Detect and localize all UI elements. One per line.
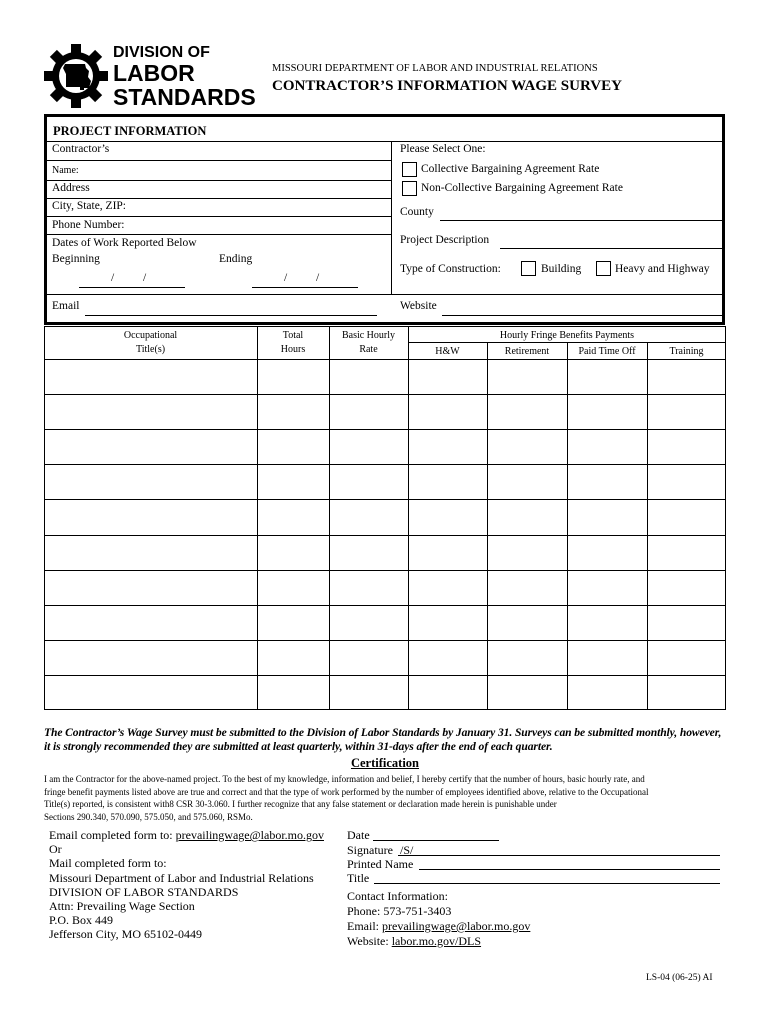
building-label: Building — [541, 263, 582, 275]
table-cell-pto[interactable] — [567, 606, 647, 640]
cba-checkbox[interactable] — [402, 162, 417, 177]
table-cell-hours[interactable] — [257, 430, 329, 464]
name-field[interactable] — [92, 162, 386, 180]
table-cell-hw[interactable] — [408, 465, 487, 499]
contact-email-link[interactable]: prevailingwage@labor.mo.gov — [382, 919, 531, 933]
table-row — [44, 464, 726, 499]
table-cell-rate[interactable] — [329, 536, 408, 570]
table-cell-rate[interactable] — [329, 500, 408, 534]
table-row — [44, 570, 726, 605]
col-hours-header: Total Hours — [280, 330, 306, 355]
logo-line-1: DIVISION OF — [113, 44, 210, 61]
table-row — [44, 429, 726, 464]
table-cell-title[interactable] — [44, 465, 257, 499]
phone-label: Phone Number: — [52, 219, 125, 231]
table-cell-retirement[interactable] — [487, 500, 567, 534]
table-cell-pto[interactable] — [567, 500, 647, 534]
col-rate-header: Basic Hourly Rate — [341, 330, 396, 355]
table-row — [44, 499, 726, 534]
submission-notice: The Contractor’s Wage Survey must be submitted to the Division of Labor Standards by January 31. Surveys can be submitted monthly, however, it is strongly recommended they are submitted at least quarterly, within 31-days after the end of each quarter. — [44, 726, 722, 753]
signature-field[interactable] — [398, 855, 720, 856]
table-cell-hours[interactable] — [257, 395, 329, 429]
email-field[interactable] — [85, 315, 377, 316]
table-cell-training[interactable] — [647, 641, 726, 675]
signature-value: /S/ — [400, 843, 414, 857]
table-cell-rate[interactable] — [329, 395, 408, 429]
table-cell-rate[interactable] — [329, 430, 408, 464]
table-cell-rate[interactable] — [329, 571, 408, 605]
table-cell-retirement[interactable] — [487, 606, 567, 640]
section-divider — [47, 141, 722, 142]
col-pto-header: Paid Time Off — [578, 346, 636, 357]
ending-date-slashes: / / — [284, 272, 320, 284]
table-cell-rate[interactable] — [329, 465, 408, 499]
table-cell-pto[interactable] — [567, 360, 647, 394]
table-cell-retirement[interactable] — [487, 676, 567, 710]
table-cell-hw[interactable] — [408, 571, 487, 605]
beginning-label: Beginning — [52, 253, 100, 265]
table-cell-rate[interactable] — [329, 676, 408, 710]
contact-info: Contact Information: Phone: 573-751-3403 Email: prevailingwage@labor.mo.gov Website: labor.mo.gov/DLS — [347, 889, 531, 948]
table-cell-training[interactable] — [647, 606, 726, 640]
table-cell-retirement[interactable] — [487, 571, 567, 605]
section-title: PROJECT INFORMATION — [53, 124, 207, 138]
table-rows — [44, 359, 726, 710]
table-cell-training[interactable] — [647, 360, 726, 394]
table-cell-hw[interactable] — [408, 395, 487, 429]
title-field[interactable] — [374, 883, 720, 884]
contractors-label: Contractor’s — [52, 143, 110, 155]
table-cell-title[interactable] — [44, 360, 257, 394]
table-cell-hours[interactable] — [257, 641, 329, 675]
signature-label: Signature — [347, 843, 393, 857]
certification-heading: Certification — [350, 756, 420, 770]
table-cell-hours[interactable] — [257, 360, 329, 394]
table-cell-hours[interactable] — [257, 465, 329, 499]
title-label: Title — [347, 871, 370, 885]
logo-line-2: LABOR — [113, 60, 195, 86]
table-cell-title[interactable] — [44, 606, 257, 640]
contact-website-link[interactable]: labor.mo.gov/DLS — [391, 934, 482, 948]
heavy-highway-label: Heavy and Highway — [615, 263, 710, 275]
table-cell-retirement[interactable] — [487, 395, 567, 429]
table-row — [44, 675, 726, 710]
table-cell-hw[interactable] — [408, 606, 487, 640]
table-cell-retirement[interactable] — [487, 360, 567, 394]
table-cell-training[interactable] — [647, 395, 726, 429]
table-cell-hw[interactable] — [408, 360, 487, 394]
printed-name-label: Printed Name — [347, 857, 414, 871]
col-title-header: Occupational Title(s) — [123, 330, 178, 355]
building-checkbox[interactable] — [521, 261, 536, 276]
wage-table — [44, 326, 726, 710]
submission-email-link[interactable]: prevailingwage@labor.mo.gov — [175, 828, 324, 842]
beginning-date-slashes: / / — [111, 272, 147, 284]
logo-line-3: STANDARDS — [113, 84, 256, 110]
table-cell-title[interactable] — [44, 500, 257, 534]
table-cell-training[interactable] — [647, 676, 726, 710]
fringe-benefits-header: Hourly Fringe Benefits Payments — [499, 330, 635, 341]
address-label: Address — [52, 182, 90, 194]
table-cell-pto[interactable] — [567, 571, 647, 605]
county-field[interactable] — [440, 220, 724, 221]
non-cba-label: Non-Collective Bargaining Agreement Rate — [421, 182, 623, 194]
table-cell-training[interactable] — [647, 500, 726, 534]
department-name: MISSOURI DEPARTMENT OF LABOR AND INDUSTRIAL RELATIONS — [272, 63, 598, 74]
table-row — [44, 605, 726, 640]
table-cell-hours[interactable] — [257, 571, 329, 605]
table-cell-retirement[interactable] — [487, 536, 567, 570]
table-cell-title[interactable] — [44, 676, 257, 710]
table-cell-hw[interactable] — [408, 676, 487, 710]
table-cell-hw[interactable] — [408, 500, 487, 534]
cba-label: Collective Bargaining Agreement Rate — [421, 163, 600, 175]
table-cell-title[interactable] — [44, 571, 257, 605]
non-cba-checkbox[interactable] — [402, 181, 417, 196]
project-description-label: Project Description — [400, 234, 490, 246]
date-field[interactable] — [373, 840, 499, 841]
table-cell-training[interactable] — [647, 536, 726, 570]
county-label: County — [400, 206, 434, 218]
table-cell-pto[interactable] — [567, 430, 647, 464]
table-row — [44, 394, 726, 429]
table-cell-retirement[interactable] — [487, 430, 567, 464]
project-description-field[interactable] — [500, 248, 724, 249]
table-cell-training[interactable] — [647, 430, 726, 464]
construction-type-label: Type of Construction: — [400, 263, 501, 275]
column-divider — [391, 141, 392, 294]
email-label: Email — [52, 300, 80, 312]
col-retirement-header: Retirement — [504, 346, 550, 357]
date-label: Date — [347, 828, 370, 842]
form-title: CONTRACTOR’S INFORMATION WAGE SURVEY — [272, 78, 622, 94]
gear-icon — [44, 44, 108, 108]
table-row — [44, 640, 726, 675]
printed-name-field[interactable] — [419, 869, 720, 870]
table-row — [44, 359, 726, 394]
table-cell-rate[interactable] — [329, 641, 408, 675]
table-cell-retirement[interactable] — [487, 641, 567, 675]
form-code: LS-04 (06-25) AI — [646, 973, 713, 983]
table-row — [44, 535, 726, 570]
table-cell-training[interactable] — [647, 465, 726, 499]
table-cell-hw[interactable] — [408, 430, 487, 464]
table-cell-title[interactable] — [44, 395, 257, 429]
please-select-label: Please Select One: — [400, 143, 486, 155]
dates-label: Dates of Work Reported Below — [52, 237, 197, 249]
table-cell-hw[interactable] — [408, 536, 487, 570]
division-logo — [44, 44, 256, 110]
beginning-date-field[interactable] — [79, 287, 185, 288]
table-cell-pto[interactable] — [567, 395, 647, 429]
table-cell-title[interactable] — [44, 641, 257, 675]
ending-date-field[interactable] — [252, 287, 358, 288]
table-cell-title[interactable] — [44, 430, 257, 464]
table-cell-hours[interactable] — [257, 676, 329, 710]
table-cell-rate[interactable] — [329, 360, 408, 394]
website-label: Website — [400, 300, 437, 312]
table-cell-hours[interactable] — [257, 606, 329, 640]
certification-text: I am the Contractor for the above-named project. To the best of my knowledge, information and belief, I hereby certify that the number of hours, basic hourly rate, and fringe benefit payments listed above are true and correct and that the type of work performed by the number of employees identified above, relative to the Occupational Title(s) reported, is consistent with8 CSR 30-3.060. I further recognize that any false statement or declaration made herein is punishable under Sections 290.340, 570.090, 575.050, and 575.060, RSMo. — [44, 774, 649, 822]
col-training-header: Training — [669, 346, 704, 357]
website-field[interactable] — [442, 315, 724, 316]
table-cell-pto[interactable] — [567, 641, 647, 675]
name-label: Name: — [52, 165, 79, 176]
heavy-highway-checkbox[interactable] — [596, 261, 611, 276]
table-cell-training[interactable] — [647, 571, 726, 605]
table-cell-hw[interactable] — [408, 641, 487, 675]
table-cell-pto[interactable] — [567, 465, 647, 499]
ending-label: Ending — [219, 253, 253, 265]
table-cell-hours[interactable] — [257, 500, 329, 534]
submission-instructions: Email completed form to: prevailingwage@labor.mo.gov Or Mail completed form to: Missouri Department of Labor and Industrial Relations DIVISION OF LABOR STANDARDS Attn: Prevailing Wage Section P.O. Box 449 Jefferson City, MO 65102-0449 — [49, 828, 324, 942]
table-cell-pto[interactable] — [567, 676, 647, 710]
city-label: City, State, ZIP: — [52, 200, 127, 212]
table-cell-pto[interactable] — [567, 536, 647, 570]
table-cell-retirement[interactable] — [487, 465, 567, 499]
table-cell-rate[interactable] — [329, 606, 408, 640]
table-cell-title[interactable] — [44, 536, 257, 570]
col-hw-header: H&W — [435, 346, 460, 357]
table-cell-hours[interactable] — [257, 536, 329, 570]
